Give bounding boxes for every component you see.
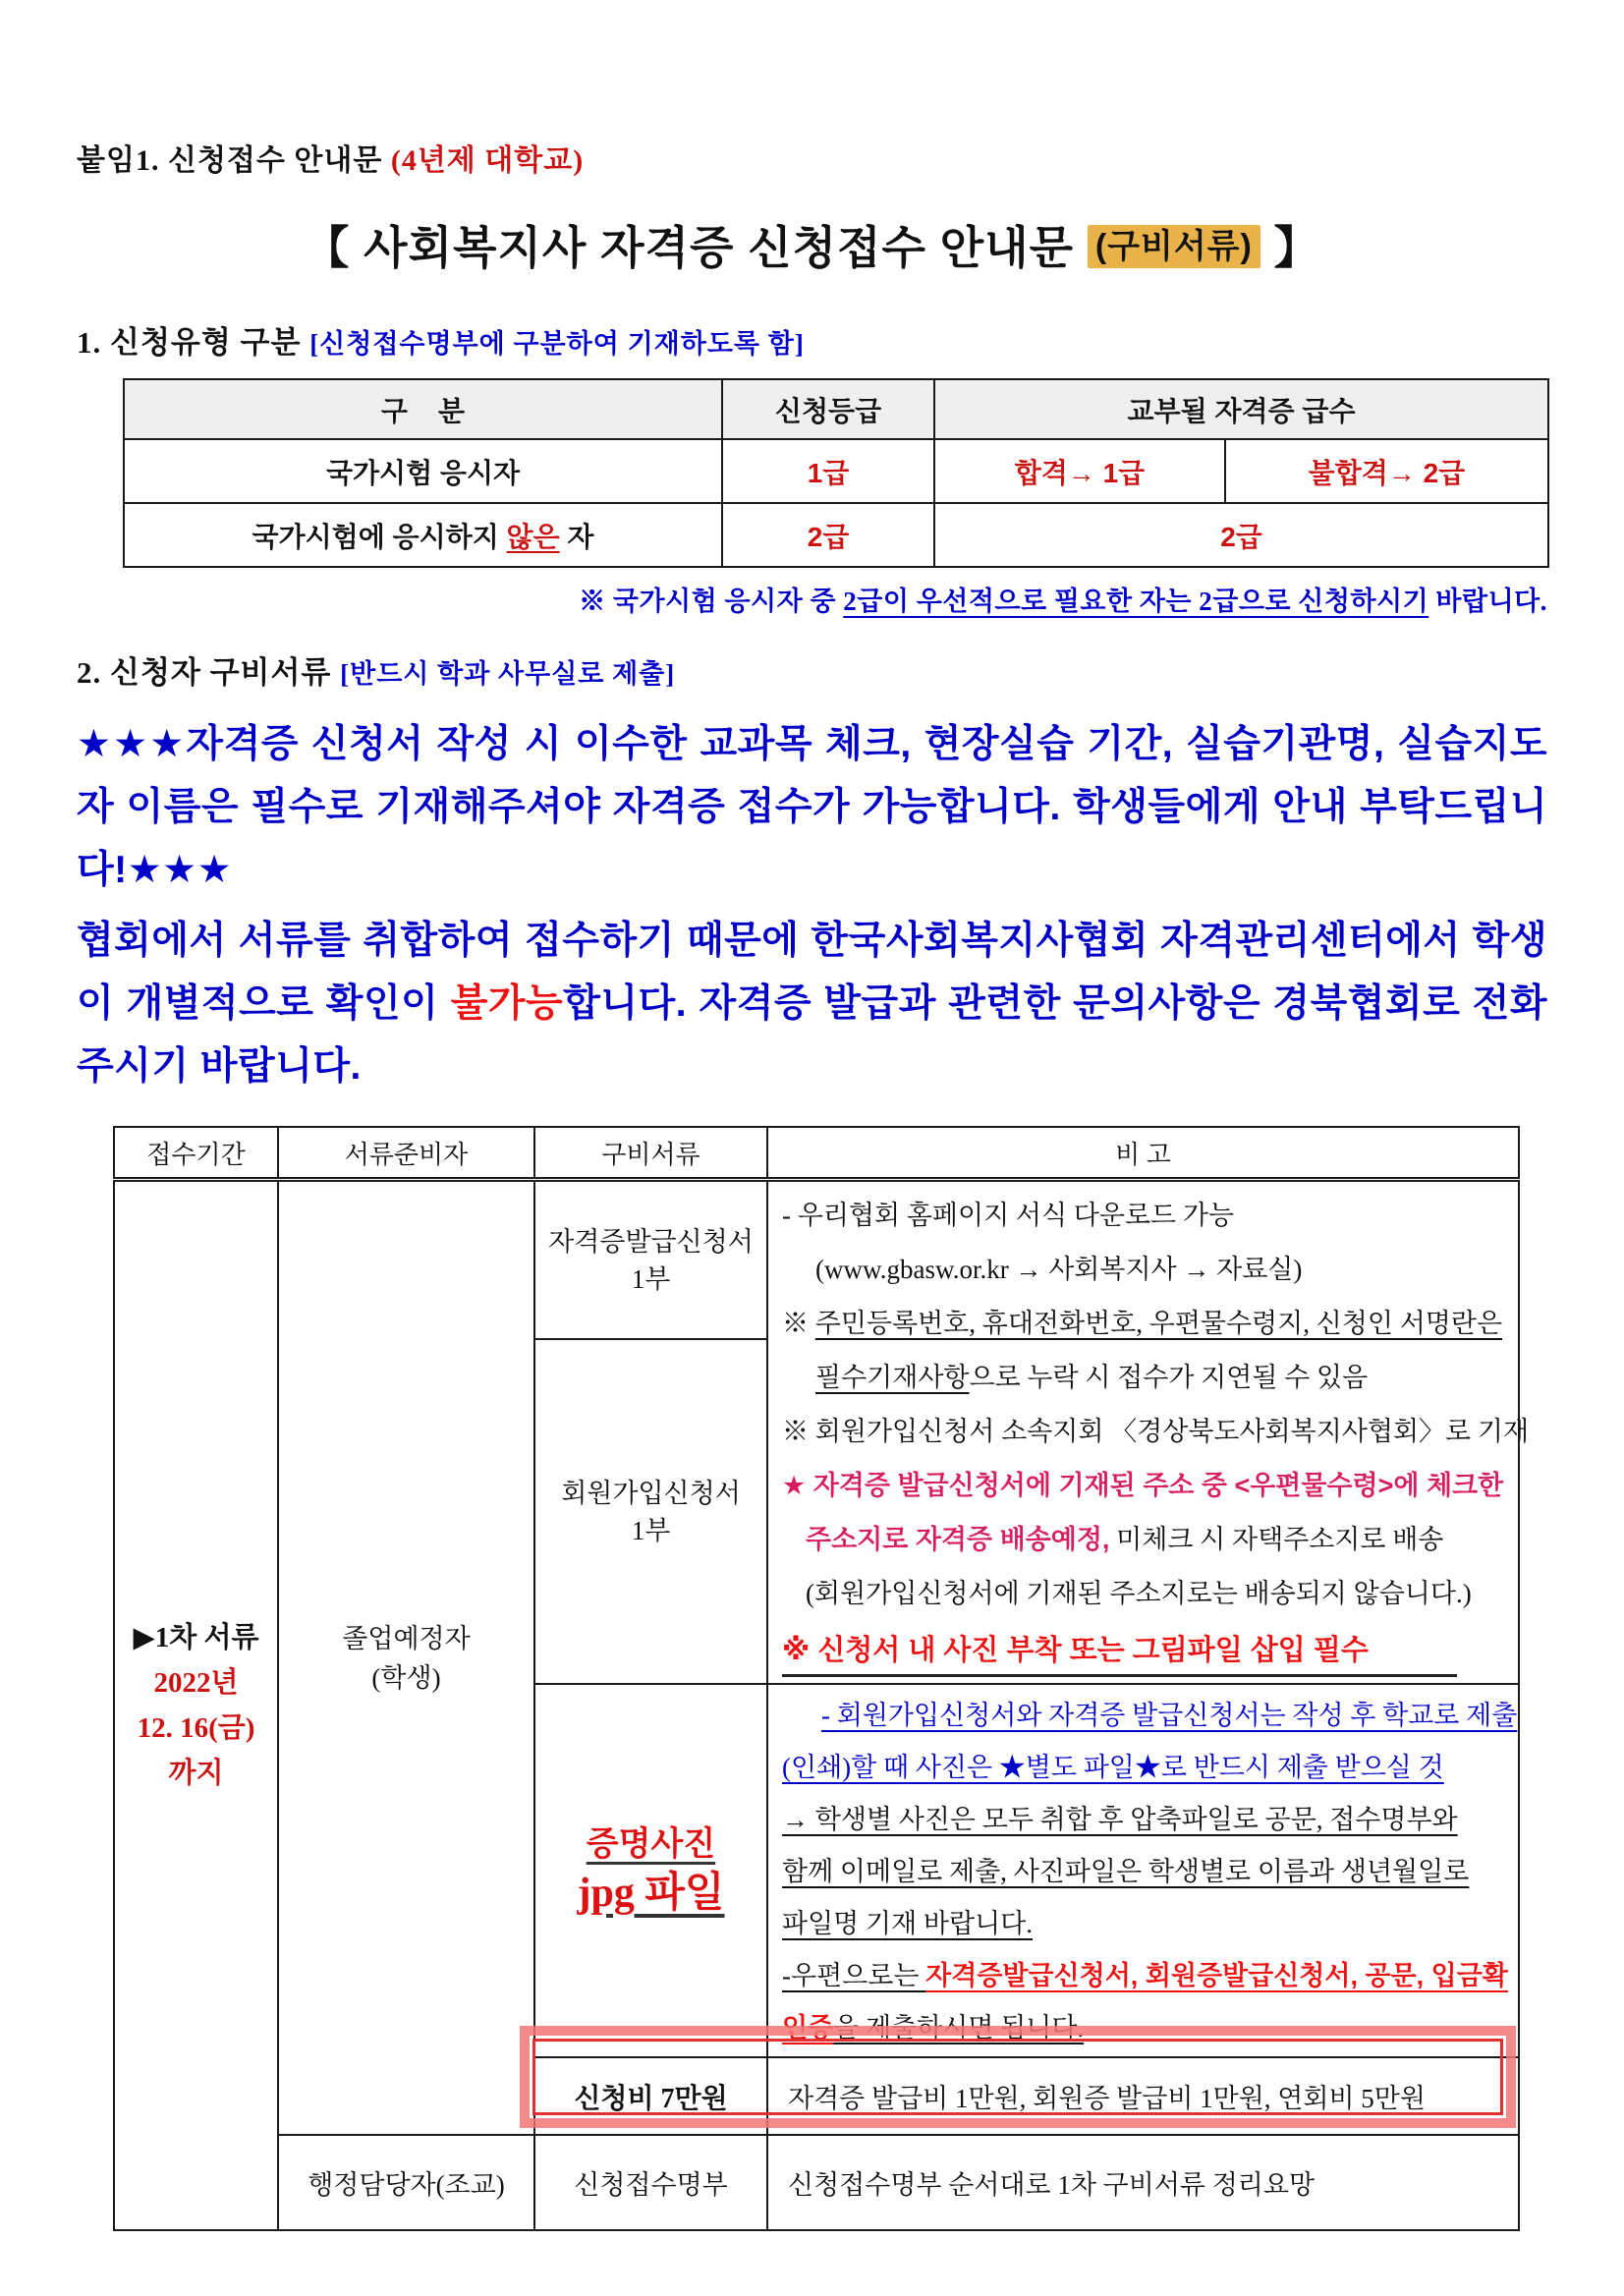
remark-text: 을 제출하시면 됩니다. xyxy=(833,2012,1085,2043)
doc1-line2: 1부 xyxy=(631,1263,671,1294)
section2-heading xyxy=(77,647,1547,692)
remark-line: - 우리협회 홈페이지 서식 다운로드 가능 xyxy=(782,1201,1235,1230)
page-title xyxy=(77,212,1547,282)
grade-table-header-row xyxy=(124,379,1548,439)
documents-table-header-row xyxy=(114,1127,1519,1180)
remark-line xyxy=(782,1351,1508,1405)
doc-photo-jpg xyxy=(534,1684,767,2057)
documents-table xyxy=(113,1126,1530,2231)
cell-issued: 2급 xyxy=(934,503,1548,567)
row-certificate-application xyxy=(114,1180,1519,1340)
remark-red: 인증 xyxy=(782,2012,834,2043)
remark-line xyxy=(782,1297,1508,1351)
remark-red-required: ※ 신청서 내 사진 부착 또는 그림파일 삽입 필수 xyxy=(782,1627,1457,1677)
col-preparer: 서류준비자 xyxy=(278,1127,534,1180)
doc-certificate-application xyxy=(534,1180,767,1340)
cell-grade: 2급 xyxy=(722,503,934,567)
attachment-note: (4년제 대학교) xyxy=(390,144,585,177)
remark-line: 파일명 기재 바랍니다. xyxy=(782,1908,1033,1938)
period-line1: ▶1차 서류 xyxy=(133,1622,259,1653)
grade-table-footnote xyxy=(77,580,1547,618)
col-grade: 신청등급 xyxy=(722,379,934,439)
preparer-admin-cell: 행정담당자(조교) xyxy=(278,2135,534,2230)
remark-line-photo-required xyxy=(782,1621,1508,1678)
remark-line xyxy=(782,2002,1508,2054)
footnote-underlined: 2급이 우선적으로 필요한 자는 2급으로 신청하시기 xyxy=(843,587,1429,616)
col-period: 접수기간 xyxy=(114,1127,278,1180)
col-documents: 구비서류 xyxy=(534,1127,767,1180)
section2-number: 2. 신청자 구비서류 xyxy=(77,655,341,690)
col-category: 구 분 xyxy=(124,379,722,439)
remark-line: (www.gbasw.or.kr → 사회복지사 → 자료실) xyxy=(815,1255,1303,1284)
photo-label: 증명사진 xyxy=(586,1825,716,1863)
section2-note: [반드시 학과 사무실로 제출] xyxy=(340,659,676,689)
notice-required-fields: ★★★자격증 신청서 작성 시 이수한 교과목 체크, 현장실습 기간, 실습기관명, 실습지도자 이름은 필수로 기재해주셔야 자격증 접수가 가능합니다. 학생들에게 안내 부탁드립니다!★★★ xyxy=(77,723,1547,891)
fee-label: 신청비 xyxy=(574,2083,661,2114)
footnote-post: 바랍니다. xyxy=(1428,587,1547,616)
col-issued: 교부될 자격증 급수 xyxy=(934,379,1548,439)
remark-marker: ※ xyxy=(782,1309,815,1338)
attachment-text: 붙임1. 신청접수 안내문 xyxy=(77,144,391,177)
documents-table-wrapper xyxy=(113,1126,1530,2231)
remark-line xyxy=(782,1950,1508,2002)
remark-line: → 학생별 사진은 모두 취합 후 압축파일로 공문, 접수명부와 xyxy=(782,1804,1458,1834)
notice2-impossible: 불가능 xyxy=(450,982,564,1025)
roster-remark-cell: 신청접수명부 순서대로 1차 구비서류 정리요망 xyxy=(767,2135,1519,2230)
doc1-line1: 자격증발급신청서 xyxy=(548,1226,754,1257)
doc2-line2: 1부 xyxy=(631,1515,671,1545)
grade-table xyxy=(123,378,1549,568)
remark-line: (회원가입신청서에 기재된 주소지로는 배송되지 않습니다.) xyxy=(806,1579,1472,1608)
period-line4: 까지 xyxy=(168,1758,224,1789)
remark-underlined: 주민등록번호, 휴대전화번호, 우편물수령지, 신청인 서명란은 xyxy=(814,1309,1503,1338)
remark-line: ※ 회원가입신청서 소속지회 〈경상북도사회복지사협회〉로 기재 xyxy=(782,1417,1530,1446)
remark-underlined: 필수기재사항 xyxy=(815,1363,970,1392)
doc2-line1: 회원가입신청서 xyxy=(561,1478,741,1508)
remark-text: -우편으로는 xyxy=(782,1960,926,1990)
category-red: 않은 xyxy=(506,521,560,552)
category-pre: 국가시험에 응시하지 xyxy=(252,521,507,552)
period-line3: 12. 16(금) xyxy=(137,1712,255,1744)
remark-red: 자격증발급신청서, 회원증발급신청서, 공문, 입금확 xyxy=(925,1960,1508,1990)
fee-label-cell xyxy=(534,2057,767,2135)
col-remarks: 비 고 xyxy=(767,1127,1519,1180)
remark-line-blue: (인쇄)할 때 사진은 ★별도 파일★로 반드시 제출 받으실 것 xyxy=(782,1752,1444,1782)
title-text-open: 【 사회복지사 자격증 신청접수 안내문 xyxy=(304,222,1088,273)
remark-text: 미체크 시 자택주소지로 배송 xyxy=(1109,1525,1444,1554)
section1-number: 1. 신청유형 구분 xyxy=(77,325,310,360)
doc-membership-application xyxy=(534,1339,767,1684)
category-post: 자 xyxy=(559,521,594,552)
jpg-file-label: jpg 파일 xyxy=(577,1870,725,1916)
preparer-student-cell xyxy=(278,1180,534,2136)
remark-line-blue: - 회원가입신청서와 자격증 발급신청서는 작성 후 학교로 제출 xyxy=(821,1700,1518,1730)
cell-fail: 불합격→ 2급 xyxy=(1225,439,1548,503)
remark-pink: 주소지로 자격증 배송예정, xyxy=(806,1525,1110,1554)
section1-note: [신청접수명부에 구분하여 기재하도록 함] xyxy=(309,329,805,359)
remarks-row3 xyxy=(767,1684,1519,2057)
remark-text: 으로 누락 시 접수가 지연될 수 있음 xyxy=(969,1363,1369,1392)
period-cell xyxy=(114,1180,278,2231)
grade-table-row-non-examinee xyxy=(124,503,1548,567)
remark-line-pink: ★ 자격증 발급신청서에 기재된 주소 중 <우편물수령>에 체크한 xyxy=(782,1471,1504,1500)
attachment-label xyxy=(77,136,1547,179)
fee-breakdown-cell: 자격증 발급비 1만원, 회원증 발급비 1만원, 연회비 5만원 xyxy=(767,2057,1519,2135)
doc-roster: 신청접수명부 xyxy=(534,2135,767,2230)
cell-pass: 합격→ 1급 xyxy=(934,439,1225,503)
remark-line: 함께 이메일로 제출, 사진파일은 학생별로 이름과 생년월일로 xyxy=(782,1856,1470,1886)
cell-category: 국가시험 응시자 xyxy=(124,439,722,503)
title-highlight-badge: (구비서류) xyxy=(1088,225,1260,268)
row-roster xyxy=(114,2135,1519,2230)
fee-amount: 7만원 xyxy=(660,2083,728,2114)
notice2-post: 합니다. 자격증 발급과 관련한 문의사항은 경북협회로 전화주시기 바랍니다. xyxy=(77,982,1547,1088)
remark-line xyxy=(782,1513,1508,1567)
notice-association-contact xyxy=(77,910,1547,1098)
grade-table-row-examinee xyxy=(124,439,1548,503)
cell-category xyxy=(124,503,722,567)
period-line2: 2022년 xyxy=(153,1667,239,1699)
remarks-rows12 xyxy=(767,1180,1530,1685)
section1-heading xyxy=(77,317,1547,362)
preparer-student-line2: (학생) xyxy=(371,1662,441,1693)
preparer-student-line1: 졸업예정자 xyxy=(342,1623,471,1653)
cell-grade: 1급 xyxy=(722,439,934,503)
notice2-pre: 협회에서 서류를 취합하여 접수하기 때문에 한국사회복지사협회 자격관리센터에서 학생이 개별적으로 확인이 xyxy=(77,920,1547,1025)
title-text-close: 】 xyxy=(1260,222,1320,273)
footnote-pre: ※ 국가시험 응시자 중 xyxy=(579,587,844,616)
